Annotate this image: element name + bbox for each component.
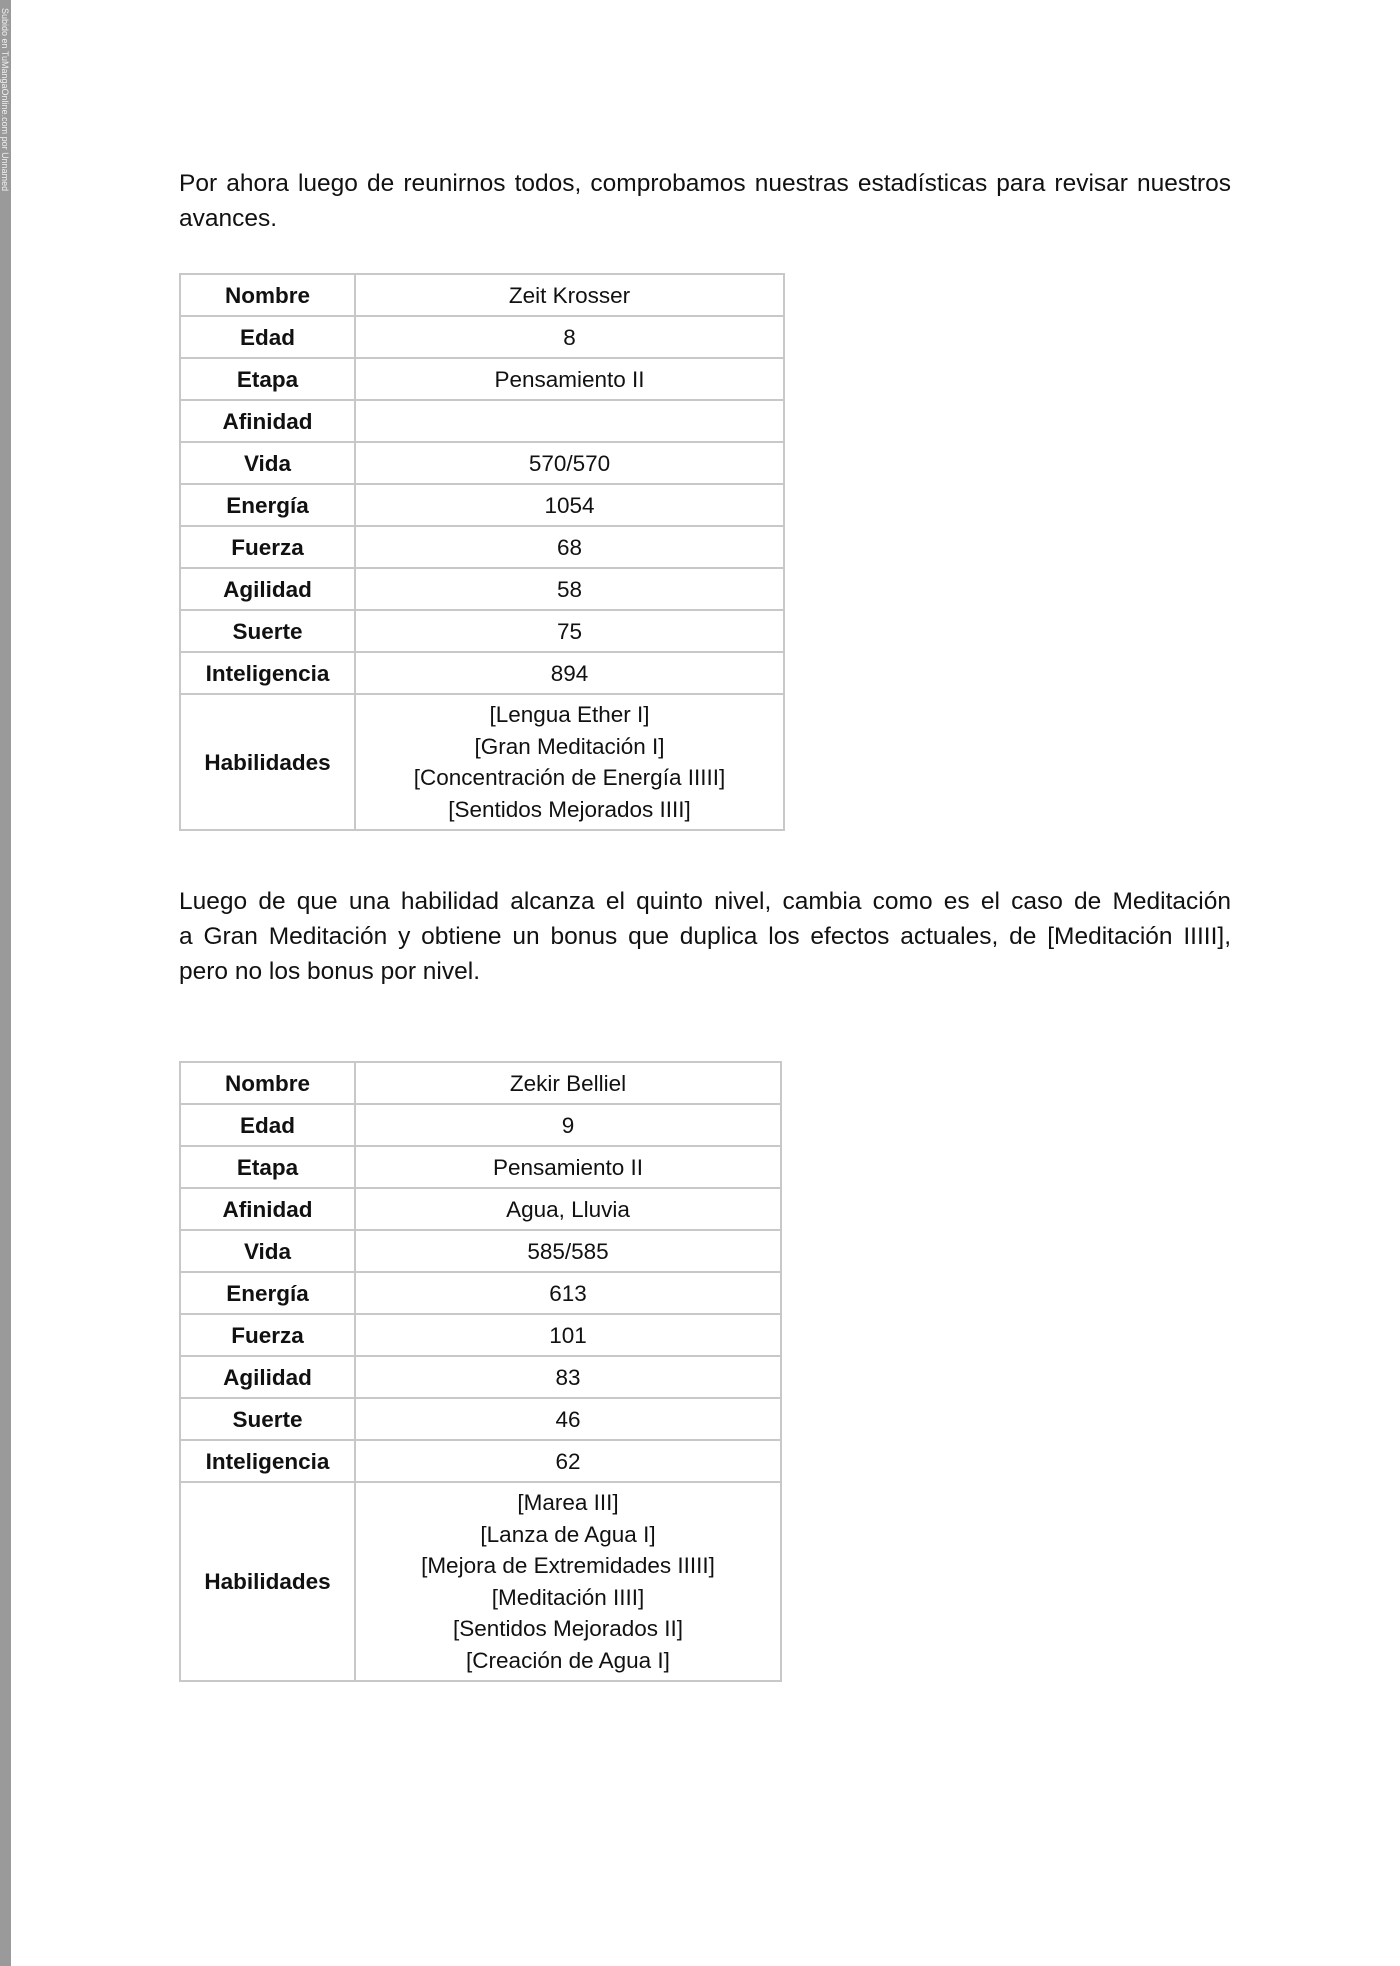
table-row (180, 274, 784, 316)
row-value: 570/570 (355, 442, 784, 484)
row-value: Pensamiento II (355, 358, 784, 400)
row-label: Nombre (180, 274, 355, 316)
paragraph-line: pero no los bonus por nivel. (179, 958, 480, 985)
table-row (180, 1062, 781, 1104)
table-row (180, 1398, 781, 1440)
row-value: 613 (355, 1272, 781, 1314)
row-label: Suerte (180, 1398, 355, 1440)
row-label: Energía (180, 1272, 355, 1314)
table-row (180, 1356, 781, 1398)
row-value (355, 400, 784, 442)
skill-item: [Marea III] (517, 1490, 619, 1515)
row-label: Habilidades (180, 694, 355, 830)
table-row (180, 484, 784, 526)
stats-table-zeit (179, 273, 785, 831)
row-label: Habilidades (180, 1482, 355, 1681)
table-row (180, 1230, 781, 1272)
row-value: Agua, Lluvia (355, 1188, 781, 1230)
row-label: Agilidad (180, 1356, 355, 1398)
skill-item: [Gran Meditación I] (474, 733, 665, 759)
row-label: Afinidad (180, 1188, 355, 1230)
row-value: 75 (355, 610, 784, 652)
skill-item: [Lanza de Agua I] (480, 1521, 656, 1547)
table-row-skills (180, 694, 784, 830)
row-label: Edad (180, 1104, 355, 1146)
row-label: Vida (180, 1230, 355, 1272)
skill-item: [Mejora de Extremidades IIIII] (421, 1553, 715, 1578)
table-row (180, 316, 784, 358)
row-label: Fuerza (180, 1314, 355, 1356)
row-value: 1054 (355, 484, 784, 526)
intro-paragraph: Por ahora luego de reunirnos todos, comprobamos nuestras estadísticas para revisar nuestros avances. (179, 170, 1231, 232)
table-row (180, 442, 784, 484)
row-label: Inteligencia (180, 652, 355, 694)
skill-item: [Sentidos Mejorados II] (452, 1616, 684, 1641)
table-row (180, 1146, 781, 1188)
table-row-skills (180, 1482, 781, 1681)
row-value: 585/585 (355, 1230, 781, 1272)
table-row (180, 358, 784, 400)
table-row (180, 1188, 781, 1230)
skill-item: [Lengua Ether I] (489, 702, 650, 727)
row-value: 9 (355, 1104, 781, 1146)
skill-item: [Creación de Agua I] (466, 1647, 670, 1673)
row-value: 83 (355, 1356, 781, 1398)
paragraph-line: Luego de que una habilidad alcanza el quinto nivel, cambia como es el caso de Meditación (179, 888, 1231, 915)
row-value: 46 (355, 1398, 781, 1440)
skills-list (355, 694, 784, 830)
paragraph-line: a Gran Meditación y obtiene un bonus que duplica los efectos actuales, de [Meditación IIIII], (179, 923, 1231, 950)
table-row (180, 526, 784, 568)
skill-item: [Meditación IIII] (491, 1584, 645, 1610)
row-label: Fuerza (180, 526, 355, 568)
row-label: Suerte (180, 610, 355, 652)
row-value: Pensamiento II (355, 1146, 781, 1188)
skill-item: [Concentración de Energía IIIII] (413, 765, 726, 790)
row-value: 68 (355, 526, 784, 568)
row-label: Edad (180, 316, 355, 358)
watermark-text: Subido en TuMangaOnline.com por Unnamed (0, 8, 10, 192)
table-row (180, 400, 784, 442)
table-row (180, 652, 784, 694)
stats-table-zekir (179, 1061, 782, 1682)
row-value: Zeit Krosser (355, 274, 784, 316)
row-label: Inteligencia (180, 1440, 355, 1482)
explanation-paragraph (179, 884, 1231, 989)
page-left-edge (0, 0, 11, 1966)
row-label: Etapa (180, 1146, 355, 1188)
row-value: 58 (355, 568, 784, 610)
row-label: Vida (180, 442, 355, 484)
skills-list (355, 1482, 781, 1681)
row-value: Zekir Belliel (355, 1062, 781, 1104)
table-row (180, 568, 784, 610)
row-label: Etapa (180, 358, 355, 400)
table-row (180, 1104, 781, 1146)
row-value: 62 (355, 1440, 781, 1482)
table-row (180, 1272, 781, 1314)
row-value: 894 (355, 652, 784, 694)
table-row (180, 1314, 781, 1356)
table-row (180, 1440, 781, 1482)
row-value: 101 (355, 1314, 781, 1356)
row-label: Nombre (180, 1062, 355, 1104)
row-label: Agilidad (180, 568, 355, 610)
table-row (180, 610, 784, 652)
row-value: 8 (355, 316, 784, 358)
row-label: Energía (180, 484, 355, 526)
row-label: Afinidad (180, 400, 355, 442)
skill-item: [Sentidos Mejorados IIII] (448, 796, 691, 822)
